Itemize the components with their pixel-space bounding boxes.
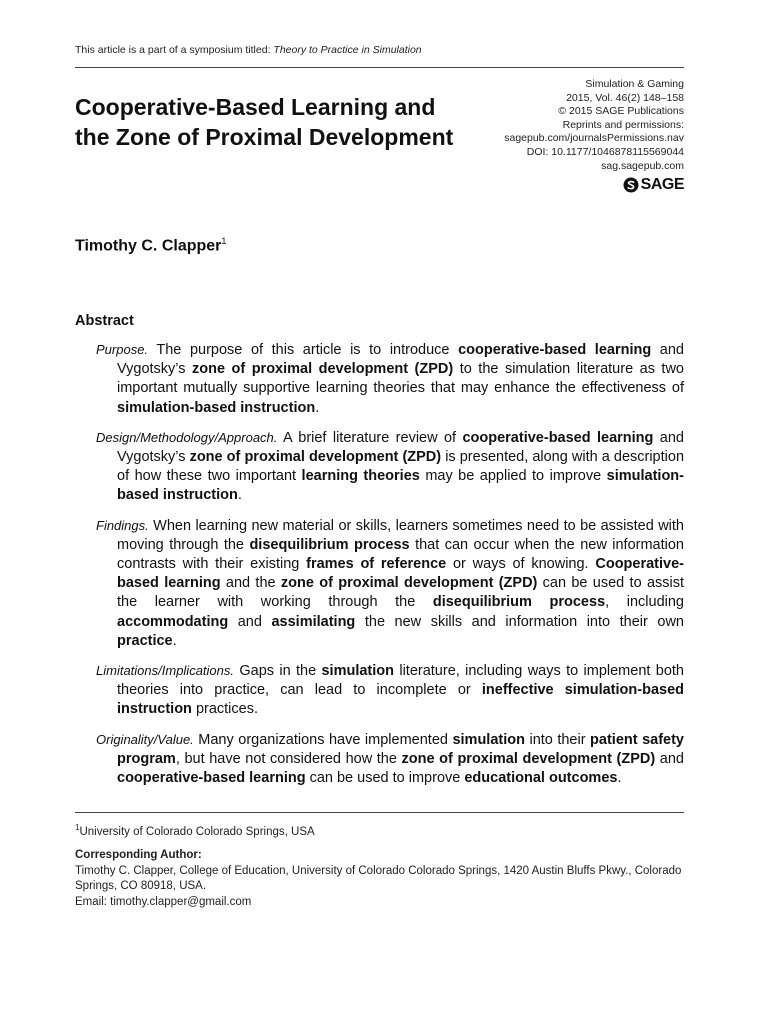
keyword-emphasis: simulation-based instruction bbox=[117, 399, 316, 416]
journal-info-line: Reprints and permissions: bbox=[562, 118, 684, 131]
abstract-text: and bbox=[655, 750, 684, 767]
keyword-emphasis: assimilating bbox=[271, 613, 356, 630]
abstract-text: that can occur when the new information contrasts with their existing bbox=[117, 536, 684, 573]
abstract-text: or ways of knowing. bbox=[446, 556, 596, 573]
keyword-emphasis: disequilibrium process bbox=[249, 536, 410, 553]
abstract-text: The purpose of this article is to introduce bbox=[148, 342, 459, 358]
symposium-prefix: This article is a part of a symposium titled: bbox=[75, 44, 274, 56]
abstract-section-label: Purpose. bbox=[96, 342, 149, 357]
journal-info bbox=[424, 78, 684, 173]
keyword-emphasis: simulation bbox=[452, 731, 525, 748]
abstract-section-label: Design/Methodology/Approach. bbox=[96, 429, 278, 445]
affiliation-footnote bbox=[75, 823, 315, 838]
abstract-text: and the bbox=[220, 575, 281, 592]
symposium-title: Theory to Practice in Simulation bbox=[273, 44, 422, 56]
keyword-emphasis: accommodating bbox=[117, 613, 229, 630]
affiliation-marker: 1 bbox=[75, 823, 80, 832]
abstract-text: . bbox=[617, 770, 622, 787]
abstract-text: and Vygotsky’s bbox=[117, 429, 684, 466]
journal-info-line: DOI: 10.1177/1046878115569044 bbox=[526, 145, 684, 158]
keyword-emphasis: frames of reference bbox=[306, 556, 447, 573]
keyword-emphasis: practice bbox=[117, 632, 173, 649]
abstract-section-label: Limitations/Implications. bbox=[96, 663, 234, 679]
abstract-text: practices. bbox=[191, 701, 259, 718]
keyword-emphasis: ineffective simulation-based instruction bbox=[117, 682, 684, 718]
abstract-section-label: Originality/Value. bbox=[96, 731, 194, 747]
sage-logo bbox=[623, 176, 684, 194]
abstract-text: can be used to improve bbox=[305, 770, 465, 787]
abstract-text: literature, including ways to implement both theories into practice, can lead to incomplete or bbox=[117, 663, 684, 699]
abstract-text: . bbox=[172, 632, 177, 649]
abstract-section-label: Findings. bbox=[96, 517, 149, 533]
keyword-emphasis: disequilibrium process bbox=[432, 594, 606, 611]
abstract-text: . bbox=[315, 399, 320, 416]
abstract-text: Many organizations have implemented bbox=[193, 731, 453, 748]
abstract-text: A brief literature review of bbox=[277, 429, 463, 446]
abstract-paragraph bbox=[96, 661, 684, 720]
author-name-text: Timothy C. Clapper bbox=[75, 237, 222, 255]
abstract-text: , including bbox=[605, 594, 684, 611]
journal-info-line: Simulation & Gaming bbox=[585, 78, 684, 90]
abstract-heading: Abstract bbox=[75, 313, 134, 329]
journal-info-line: sagepub.com/journalsPermissions.nav bbox=[504, 132, 684, 145]
header-divider bbox=[75, 67, 684, 68]
abstract-body bbox=[96, 340, 684, 798]
abstract-text: When learning new material or skills, learners sometimes need to be assisted with moving through the bbox=[117, 517, 684, 553]
keyword-emphasis: cooperative-based learning bbox=[117, 770, 306, 787]
abstract-paragraph bbox=[96, 730, 684, 789]
sage-logo-text: SAGE bbox=[640, 176, 684, 193]
keyword-emphasis: simulation bbox=[321, 663, 394, 680]
abstract-text: and bbox=[228, 613, 272, 630]
keyword-emphasis: simulation-based instruction bbox=[117, 468, 684, 504]
abstract-text: and Vygotsky’s bbox=[117, 342, 684, 378]
keyword-emphasis: cooperative-based learning bbox=[458, 342, 652, 358]
abstract-text: Gaps in the bbox=[234, 663, 322, 680]
abstract-text: . bbox=[237, 487, 242, 504]
journal-info-line: © 2015 SAGE Publications bbox=[558, 105, 684, 118]
abstract-paragraph bbox=[96, 516, 684, 651]
keyword-emphasis: learning theories bbox=[301, 468, 420, 485]
author-name bbox=[75, 236, 226, 255]
abstract-paragraph bbox=[96, 428, 684, 506]
journal-info-line: 2015, Vol. 46(2) 148–158 bbox=[566, 91, 684, 104]
abstract-text: is presented, along with a description of how these two important bbox=[117, 449, 685, 485]
sage-emblem-icon bbox=[623, 177, 639, 193]
article-title: Cooperative-Based Learning and the Zone of Proximal Development bbox=[75, 94, 454, 150]
footnote-divider bbox=[75, 812, 684, 813]
keyword-emphasis: educational outcomes bbox=[464, 770, 618, 787]
abstract-text: into their bbox=[524, 731, 591, 748]
keyword-emphasis: Cooperative-based learning bbox=[117, 556, 684, 592]
corresponding-author bbox=[75, 848, 684, 910]
abstract-text: to the simulation literature as two important mutually supportive learning theories that may enhance the effectiveness of bbox=[117, 361, 684, 397]
keyword-emphasis: zone of proximal development (ZPD) bbox=[280, 575, 538, 592]
keyword-emphasis: patient safety program bbox=[117, 731, 684, 767]
keyword-emphasis: zone of proximal development (ZPD) bbox=[401, 750, 656, 767]
corresponding-author-email: Email: timothy.clapper@gmail.com bbox=[75, 895, 252, 908]
abstract-paragraph bbox=[96, 340, 684, 418]
affiliation-text: University of Colorado Colorado Springs, USA bbox=[79, 825, 315, 838]
corresponding-author-address: Timothy C. Clapper, College of Education, University of Colorado Colorado Springs, 1420 Austin Bluffs Pkwy., Colorado Springs, CO 80918, USA. bbox=[75, 864, 682, 892]
keyword-emphasis: cooperative-based learning bbox=[462, 429, 654, 446]
corresponding-author-label: Corresponding Author: bbox=[75, 849, 202, 861]
symposium-note bbox=[75, 44, 422, 56]
abstract-text: can be used to assist the learner with working through the bbox=[117, 575, 685, 611]
journal-info-line: sag.sagepub.com bbox=[601, 159, 684, 172]
abstract-text: may be applied to improve bbox=[419, 468, 607, 485]
author-affiliation-marker: 1 bbox=[221, 236, 227, 246]
keyword-emphasis: zone of proximal development (ZPD) bbox=[189, 449, 442, 466]
abstract-text: the new skills and information into their own bbox=[355, 613, 684, 630]
keyword-emphasis: zone of proximal development (ZPD) bbox=[192, 361, 454, 378]
abstract-text: , but have not considered how the bbox=[175, 750, 402, 767]
